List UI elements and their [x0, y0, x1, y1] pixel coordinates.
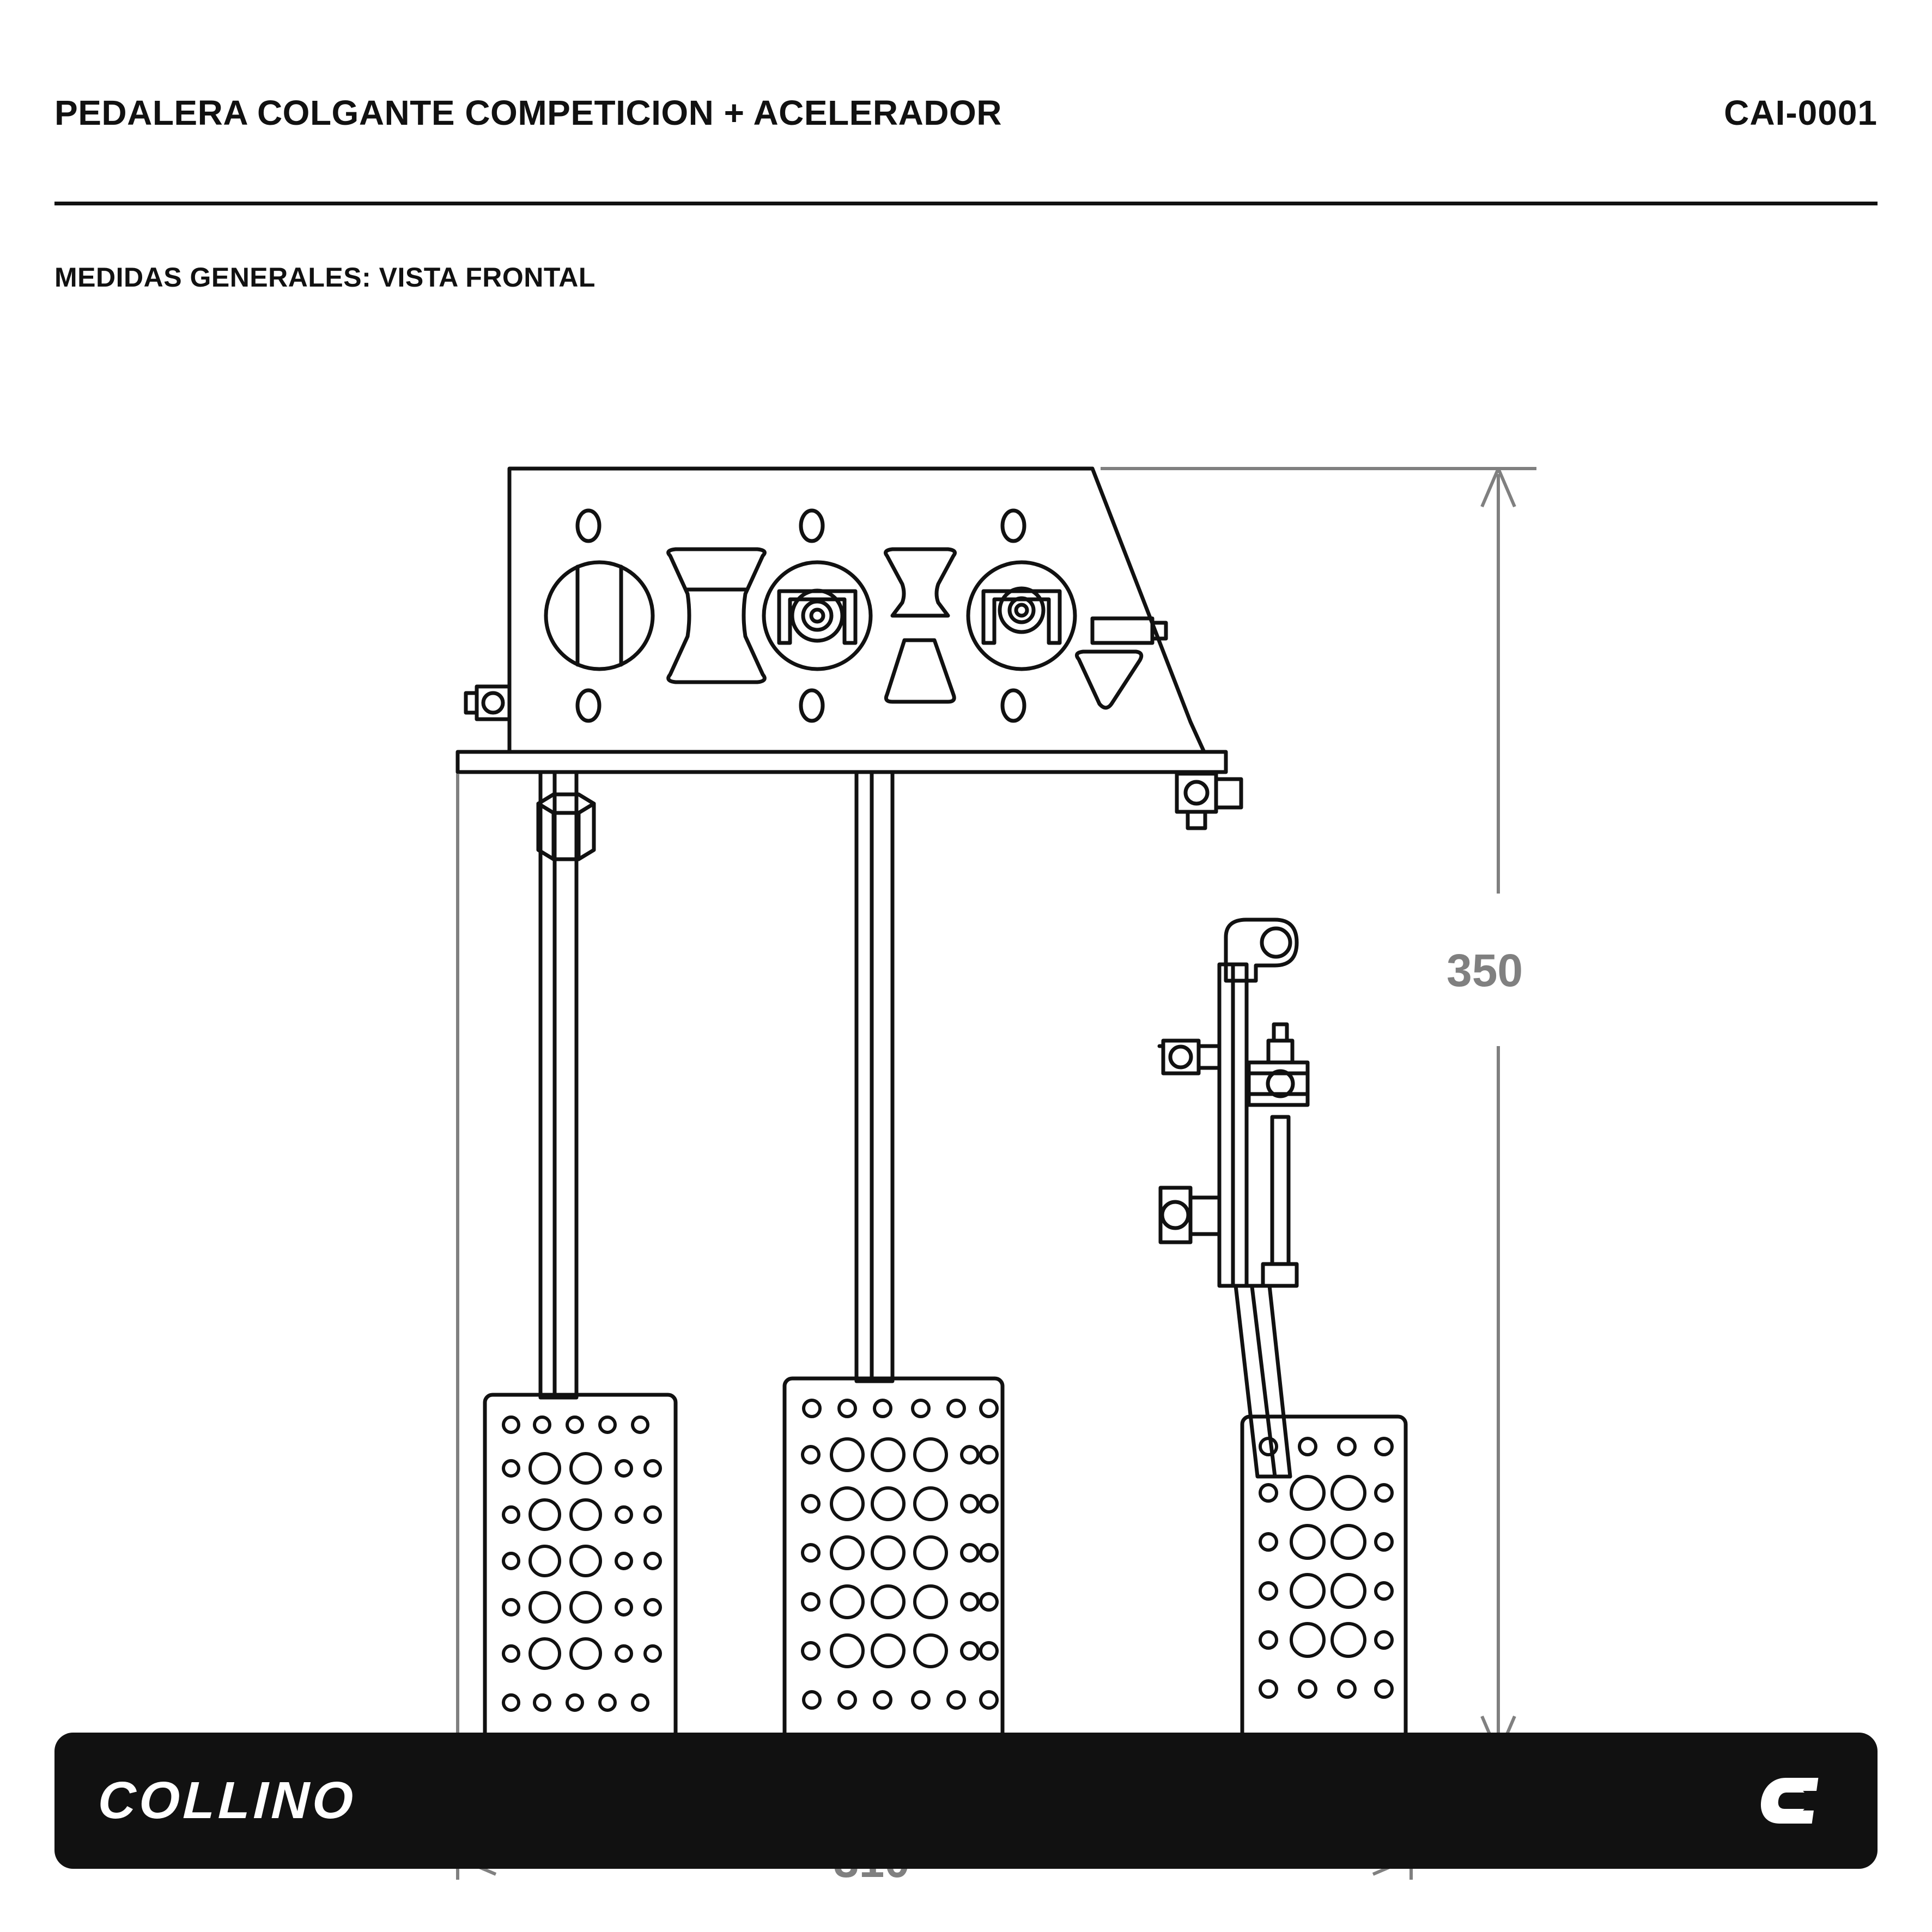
clutch-pedal-arm	[538, 772, 594, 1398]
bracket-upper-holes	[578, 511, 1024, 541]
part-code: CAI-0001	[1724, 93, 1878, 132]
brand-wordmark: COLLINO	[97, 1771, 357, 1830]
collino-c-logo-icon	[1752, 1760, 1834, 1842]
page-title: PEDALERA COLGANTE COMPETICION + ACELERADOR	[54, 93, 1002, 132]
footer-bar	[54, 1733, 1878, 1869]
bracket-corner-cutout	[1077, 652, 1141, 708]
pivot-bore-left	[546, 562, 653, 669]
bracket-lower-holes	[578, 690, 1024, 721]
bracket-lightening-cutout-right	[886, 549, 955, 702]
dimension-lines	[458, 469, 1536, 1880]
pad-grip-holes	[503, 1400, 1392, 1710]
throttle-assembly	[1159, 774, 1308, 1477]
pivot-bore-center	[764, 562, 871, 669]
dimension-height-text: 350	[1447, 945, 1523, 996]
bracket-lightening-cutout-left	[669, 549, 765, 682]
brake-pedal-arm	[856, 772, 892, 1381]
sheet-header	[54, 93, 1878, 133]
pivot-bore-right	[968, 562, 1075, 669]
technical-drawing	[54, 338, 1878, 1662]
header-divider	[54, 202, 1878, 205]
section-subtitle: MEDIDAS GENERALES: VISTA FRONTAL	[54, 262, 596, 293]
